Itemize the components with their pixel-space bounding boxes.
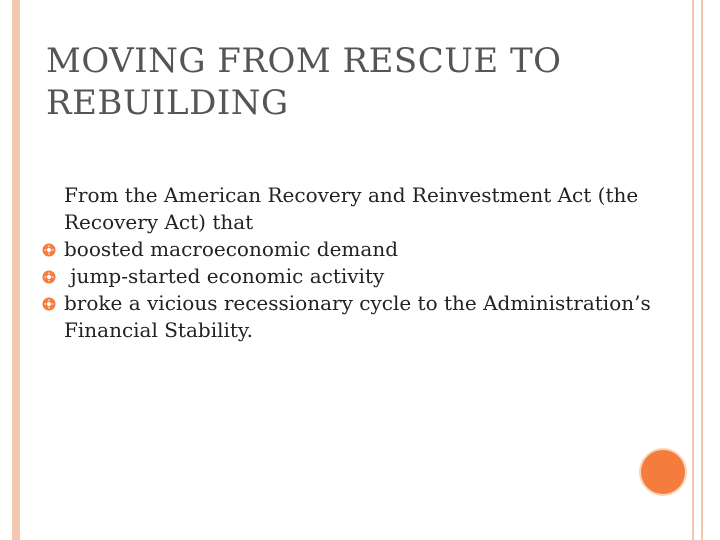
bullet-item bbox=[42, 236, 662, 263]
circle-decoration bbox=[641, 450, 685, 494]
right-border-line-outer bbox=[701, 0, 703, 540]
right-border-line bbox=[692, 0, 694, 540]
gear-icon bbox=[42, 297, 56, 311]
gear-icon bbox=[42, 243, 56, 257]
bullet-text: jump-started economic activity bbox=[64, 264, 385, 288]
slide-title: MOVING FROM RESCUE TO REBUILDING bbox=[46, 41, 562, 123]
bullet-item bbox=[42, 263, 662, 290]
left-border-decoration bbox=[12, 0, 20, 540]
bullet-item bbox=[42, 290, 662, 344]
gear-icon bbox=[42, 270, 56, 284]
bullet-text: boosted macroeconomic demand bbox=[64, 237, 399, 261]
bullet-text: broke a vicious recessionary cycle to the Administration’s Financial Stability. bbox=[64, 291, 651, 342]
intro-text: From the American Recovery and Reinvestment Act (the Recovery Act) that bbox=[64, 183, 639, 234]
slide-body bbox=[42, 182, 662, 344]
